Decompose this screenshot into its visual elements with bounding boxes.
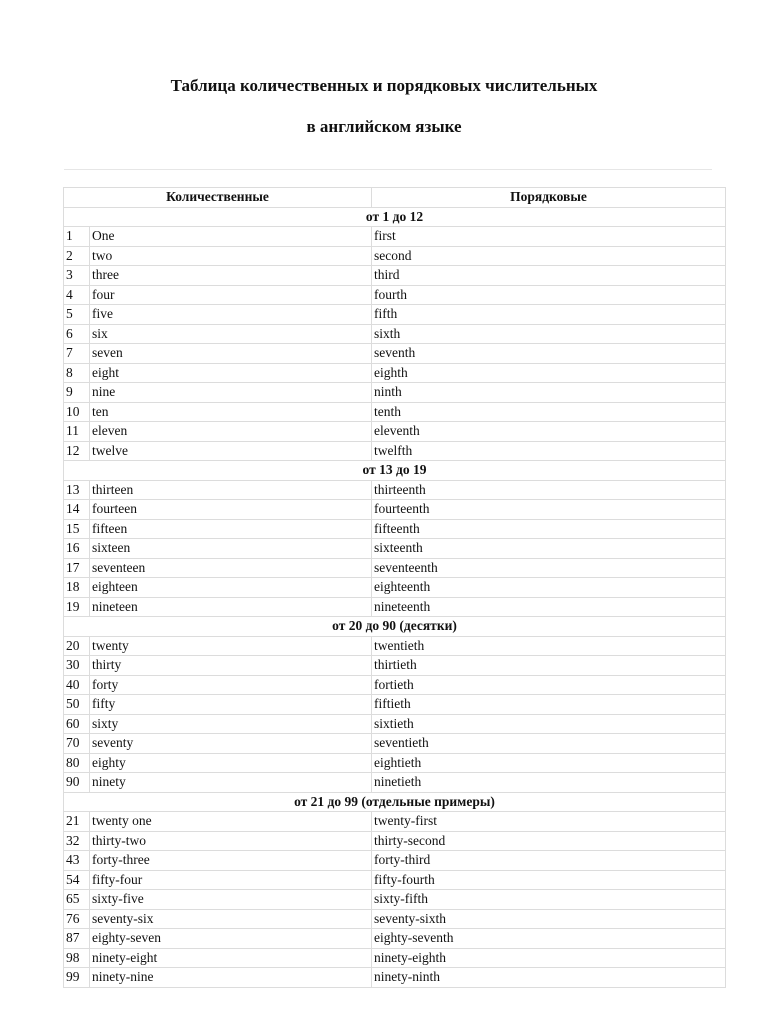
table-row: [64, 480, 726, 500]
section-header-row: [64, 461, 726, 481]
number-cell: 12: [64, 441, 90, 461]
ordinal-cell: tenth: [372, 402, 726, 422]
table-header-row: [64, 188, 726, 208]
table-body: [64, 207, 726, 987]
ordinal-cell: second: [372, 246, 726, 266]
table-row: [64, 773, 726, 793]
cardinal-cell: nineteen: [90, 597, 372, 617]
number-cell: 98: [64, 948, 90, 968]
cardinal-cell: twelve: [90, 441, 372, 461]
cardinal-cell: sixteen: [90, 539, 372, 559]
numerals-table: [63, 187, 726, 988]
table-row: [64, 675, 726, 695]
ordinal-cell: seventy-sixth: [372, 909, 726, 929]
ordinal-cell: thirteenth: [372, 480, 726, 500]
section-label: от 1 до 12: [64, 207, 726, 227]
number-cell: 1: [64, 227, 90, 247]
ordinal-cell: forty-third: [372, 851, 726, 871]
number-cell: 19: [64, 597, 90, 617]
ordinal-cell: eighth: [372, 363, 726, 383]
number-cell: 20: [64, 636, 90, 656]
section-label: от 13 до 19: [64, 461, 726, 481]
cardinal-cell: forty-three: [90, 851, 372, 871]
ordinal-cell: thirtieth: [372, 656, 726, 676]
ordinal-cell: fortieth: [372, 675, 726, 695]
cardinal-cell: ninety-nine: [90, 968, 372, 988]
table-row: [64, 831, 726, 851]
number-cell: 87: [64, 929, 90, 949]
table-row: [64, 558, 726, 578]
table-row: [64, 851, 726, 871]
table-row: [64, 344, 726, 364]
number-cell: 90: [64, 773, 90, 793]
table-row: [64, 519, 726, 539]
cardinal-cell: ten: [90, 402, 372, 422]
number-cell: 14: [64, 500, 90, 520]
cardinal-cell: twenty one: [90, 812, 372, 832]
number-cell: 3: [64, 266, 90, 286]
ordinal-cell: twentieth: [372, 636, 726, 656]
ordinal-cell: sixth: [372, 324, 726, 344]
ordinal-cell: sixtieth: [372, 714, 726, 734]
table-row: [64, 305, 726, 325]
ordinal-cell: nineteenth: [372, 597, 726, 617]
cardinal-cell: seventy-six: [90, 909, 372, 929]
ordinal-cell: eighty-seventh: [372, 929, 726, 949]
number-cell: 13: [64, 480, 90, 500]
cardinal-cell: ninety: [90, 773, 372, 793]
table-row: [64, 246, 726, 266]
number-cell: 2: [64, 246, 90, 266]
table-row: [64, 500, 726, 520]
cardinal-cell: sixty: [90, 714, 372, 734]
ordinal-cell: seventieth: [372, 734, 726, 754]
number-cell: 76: [64, 909, 90, 929]
cardinal-cell: eleven: [90, 422, 372, 442]
ordinal-cell: twenty-first: [372, 812, 726, 832]
table-row: [64, 539, 726, 559]
ordinal-cell: ninth: [372, 383, 726, 403]
cardinal-cell: five: [90, 305, 372, 325]
cardinal-cell: six: [90, 324, 372, 344]
cardinal-cell: eighteen: [90, 578, 372, 598]
ordinal-cell: fifteenth: [372, 519, 726, 539]
cardinal-cell: twenty: [90, 636, 372, 656]
table-row: [64, 890, 726, 910]
cardinal-column-header: Количественные: [64, 188, 372, 208]
number-cell: 5: [64, 305, 90, 325]
ordinal-cell: seventh: [372, 344, 726, 364]
section-header-row: [64, 207, 726, 227]
number-cell: 10: [64, 402, 90, 422]
ordinal-cell: fourteenth: [372, 500, 726, 520]
cardinal-cell: forty: [90, 675, 372, 695]
ordinal-cell: seventeenth: [372, 558, 726, 578]
number-cell: 30: [64, 656, 90, 676]
cardinal-cell: fourteen: [90, 500, 372, 520]
ordinal-cell: eleventh: [372, 422, 726, 442]
ordinal-cell: fifth: [372, 305, 726, 325]
cardinal-cell: eighty-seven: [90, 929, 372, 949]
ordinal-cell: thirty-second: [372, 831, 726, 851]
number-cell: 32: [64, 831, 90, 851]
ordinal-cell: sixty-fifth: [372, 890, 726, 910]
table-row: [64, 266, 726, 286]
number-cell: 50: [64, 695, 90, 715]
number-cell: 4: [64, 285, 90, 305]
cardinal-cell: fifteen: [90, 519, 372, 539]
cardinal-cell: thirty-two: [90, 831, 372, 851]
number-cell: 70: [64, 734, 90, 754]
cardinal-cell: seventeen: [90, 558, 372, 578]
table-row: [64, 870, 726, 890]
table-row: [64, 227, 726, 247]
table-row: [64, 383, 726, 403]
page-title: Таблица количественных и порядковых числительных: [170, 76, 598, 95]
page-subtitle: в английском языке: [306, 117, 462, 136]
table-row: [64, 324, 726, 344]
cardinal-cell: One: [90, 227, 372, 247]
cardinal-cell: thirteen: [90, 480, 372, 500]
ordinal-cell: fifty-fourth: [372, 870, 726, 890]
cardinal-cell: thirty: [90, 656, 372, 676]
table-row: [64, 695, 726, 715]
number-cell: 17: [64, 558, 90, 578]
table-row: [64, 402, 726, 422]
number-cell: 21: [64, 812, 90, 832]
number-cell: 40: [64, 675, 90, 695]
section-header-row: [64, 617, 726, 637]
separator-line: [64, 169, 712, 170]
table-row: [64, 714, 726, 734]
number-cell: 18: [64, 578, 90, 598]
cardinal-cell: eight: [90, 363, 372, 383]
section-header-row: [64, 792, 726, 812]
section-label: от 20 до 90 (десятки): [64, 617, 726, 637]
number-cell: 15: [64, 519, 90, 539]
cardinal-cell: seventy: [90, 734, 372, 754]
cardinal-cell: seven: [90, 344, 372, 364]
number-cell: 9: [64, 383, 90, 403]
table-row: [64, 734, 726, 754]
ordinal-cell: eightieth: [372, 753, 726, 773]
table-row: [64, 656, 726, 676]
number-cell: 11: [64, 422, 90, 442]
ordinal-cell: fourth: [372, 285, 726, 305]
number-cell: 80: [64, 753, 90, 773]
ordinal-cell: twelfth: [372, 441, 726, 461]
number-cell: 65: [64, 890, 90, 910]
table-row: [64, 285, 726, 305]
ordinal-cell: first: [372, 227, 726, 247]
table-row: [64, 578, 726, 598]
ordinal-cell: ninety-ninth: [372, 968, 726, 988]
table-row: [64, 929, 726, 949]
table-row: [64, 753, 726, 773]
number-cell: 60: [64, 714, 90, 734]
number-cell: 54: [64, 870, 90, 890]
cardinal-cell: nine: [90, 383, 372, 403]
number-cell: 6: [64, 324, 90, 344]
ordinal-cell: third: [372, 266, 726, 286]
number-cell: 8: [64, 363, 90, 383]
cardinal-cell: fifty-four: [90, 870, 372, 890]
ordinal-cell: eighteenth: [372, 578, 726, 598]
cardinal-cell: four: [90, 285, 372, 305]
table-row: [64, 909, 726, 929]
number-cell: 99: [64, 968, 90, 988]
cardinal-cell: fifty: [90, 695, 372, 715]
cardinal-cell: ninety-eight: [90, 948, 372, 968]
table-row: [64, 422, 726, 442]
table-row: [64, 812, 726, 832]
ordinal-cell: sixteenth: [372, 539, 726, 559]
ordinal-cell: ninety-eighth: [372, 948, 726, 968]
number-cell: 7: [64, 344, 90, 364]
cardinal-cell: two: [90, 246, 372, 266]
ordinal-cell: ninetieth: [372, 773, 726, 793]
number-cell: 43: [64, 851, 90, 871]
number-cell: 16: [64, 539, 90, 559]
cardinal-cell: sixty-five: [90, 890, 372, 910]
cardinal-cell: three: [90, 266, 372, 286]
table-row: [64, 968, 726, 988]
table-row: [64, 363, 726, 383]
table-row: [64, 441, 726, 461]
ordinal-column-header: Порядковые: [372, 188, 726, 208]
table-row: [64, 636, 726, 656]
cardinal-cell: eighty: [90, 753, 372, 773]
section-label: от 21 до 99 (отдельные примеры): [64, 792, 726, 812]
table-row: [64, 597, 726, 617]
table-row: [64, 948, 726, 968]
ordinal-cell: fiftieth: [372, 695, 726, 715]
